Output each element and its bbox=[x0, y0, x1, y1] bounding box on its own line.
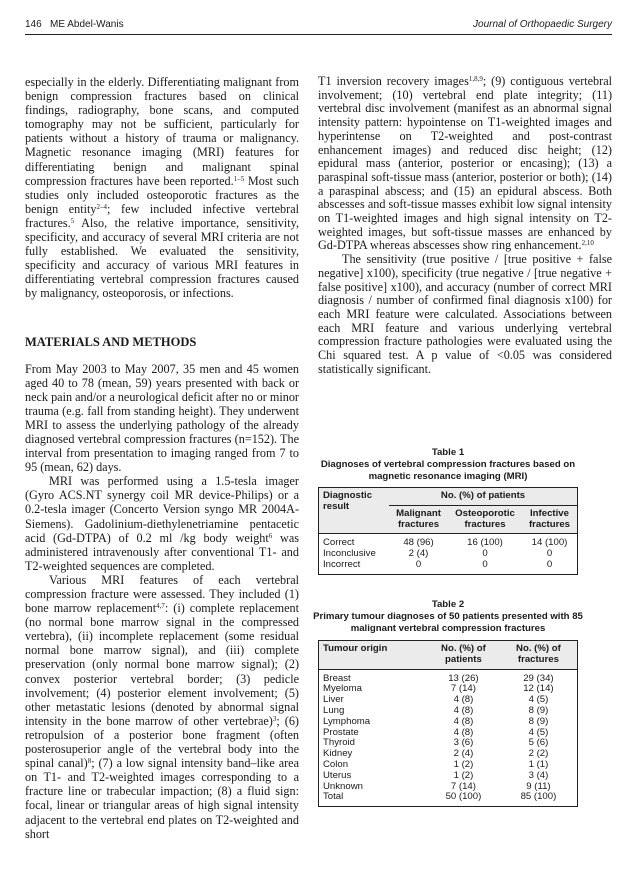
row-label: Uterus bbox=[323, 769, 352, 781]
paragraph-text: ; (7) a low signal intensity band–like area on T1- and T2-weighted images corresponding to a fracture line or trabecular impaction; (8) a fluid sign: focal, linear or triangular areas of high signal intensity adjacent to the vertebral end plates on T2-weighted and short bbox=[25, 756, 299, 841]
page-number: 146 bbox=[25, 19, 42, 30]
table-row bbox=[319, 792, 578, 806]
cell-value: 1 (2) bbox=[453, 758, 474, 770]
journal-title: Journal of Orthopaedic Surgery bbox=[473, 19, 612, 30]
row-label: Liver bbox=[323, 694, 344, 706]
row-label: Inconclusive bbox=[323, 548, 376, 560]
row-label: Colon bbox=[323, 758, 349, 770]
methods-paragraph-3 bbox=[25, 573, 299, 841]
cell-value: 2 (4) bbox=[408, 548, 429, 560]
table1-header-result: Diagnostic result bbox=[319, 488, 390, 534]
table2-caption bbox=[312, 599, 584, 635]
statistics-paragraph bbox=[318, 253, 612, 376]
cell-value: 48 (96) bbox=[403, 537, 434, 549]
table1-header-col: Osteoporotic fractures bbox=[448, 505, 522, 534]
table-row bbox=[319, 534, 578, 549]
row-label: Lymphoma bbox=[323, 715, 371, 727]
methods-paragraph-2 bbox=[25, 474, 299, 573]
reference-superscript: 3 bbox=[272, 714, 277, 723]
row-label: Breast bbox=[323, 672, 351, 684]
cell-value: 0 bbox=[415, 558, 422, 570]
cell-value: 12 (14) bbox=[523, 683, 554, 695]
reference-superscript: 1,8,9 bbox=[468, 75, 483, 83]
cell-value: 8 (9) bbox=[528, 715, 549, 727]
cell-value: 7 (14) bbox=[450, 780, 476, 792]
table2-title: Primary tumour diagnoses of 50 patients presented with 85 malignant vertebral compression fractures bbox=[313, 611, 583, 634]
cell-value: 14 (100) bbox=[531, 537, 568, 549]
cell-value: 3 (6) bbox=[453, 737, 474, 749]
paragraph-text: ; (6) retropulsion of a posterior bone fragment (often posterosuperior angle of the vertebral body into the spinal canal) bbox=[25, 713, 299, 771]
paragraph-text: From May 2003 to May 2007, 35 men and 45 women aged 40 to 78 (mean, 59) years presented with back or neck pain and/or a neurological deficit after no or minor trauma (e.g. fall from standing height). They underwent MRI to assess the underlying pathology of the already diagnosed vertebral compression fractures (n=152). The interval from presentation to imaging ranged from 7 to 95 (mean, 62) days. bbox=[25, 361, 299, 475]
table1-label: Table 1 bbox=[431, 447, 465, 458]
row-label: Total bbox=[323, 791, 344, 803]
row-label: Incorrect bbox=[323, 558, 361, 570]
reference-superscript: 4,7 bbox=[156, 602, 165, 611]
table2-header-col: No. (%) of patients bbox=[427, 641, 500, 670]
table-row bbox=[319, 717, 578, 728]
row-label: Myeloma bbox=[323, 683, 362, 695]
right-column bbox=[318, 75, 612, 376]
row-label: Correct bbox=[323, 537, 355, 549]
table-row bbox=[319, 560, 578, 574]
table2-header-col: Tumour origin bbox=[319, 641, 428, 670]
row-label: Lung bbox=[323, 704, 345, 716]
table1 bbox=[318, 487, 578, 575]
row-label: Kidney bbox=[323, 748, 353, 760]
table1-caption bbox=[312, 447, 584, 483]
cell-value: 5 (6) bbox=[528, 737, 549, 749]
paragraph-text: especially in the elderly. Differentiating malignant from benign compression fractures based on clinical findings, radiography, bone scans, and computed tomography may not be sufficient, particularly for patients without a history of trauma or malignancy. Magnetic resonance imaging (MRI) features for differentiating benign and malignant spinal compression fractures have been reported. bbox=[25, 75, 299, 188]
reference-superscript: 2,10 bbox=[581, 239, 594, 248]
paragraph-text: ; (9) contiguous vertebral involvement; (10) vertebral end plate integrity; (11) vertebral disc involvement (manifest as an abnormal signal intensity pattern: hypointense on T1-weighted images and hyperintense on T2-weighted and post-contrast enhancement images) and reduced disc height; (12) epidural mass (anterior, posterior or encasing); (13) a paraspinal soft-tissue mass (anterior, posterior or both); (14) a paraspinal abscess; and (15) an epidural abscess. Both abscesses and soft-tissue masses exhibit low signal intensity on T1-weighted images and high signal intensity on T2-weighted images, but soft-tissue masses are enhanced by Gd-DTPA whereas abscesses show ring enhancement. bbox=[318, 74, 612, 253]
cell-value: 2 (2) bbox=[528, 748, 549, 760]
methods-paragraph-1 bbox=[25, 362, 299, 475]
table1-header-group: No. (%) of patients bbox=[389, 488, 578, 506]
cell-value: 1 (1) bbox=[528, 758, 549, 770]
cell-value: 4 (8) bbox=[453, 715, 474, 727]
table2 bbox=[318, 640, 578, 807]
cell-value: 4 (8) bbox=[453, 726, 474, 738]
cell-value: 4 (8) bbox=[453, 704, 474, 716]
cell-value: 3 (4) bbox=[528, 769, 549, 781]
left-column bbox=[25, 75, 299, 841]
reference-superscript: 1–5 bbox=[233, 174, 245, 183]
cell-value: 50 (100) bbox=[445, 791, 482, 803]
paragraph-text: Most such studies only included osteoporotic fractures as the benign entity bbox=[25, 173, 299, 216]
cell-value: 13 (26) bbox=[448, 672, 479, 684]
cell-value: 9 (11) bbox=[526, 780, 551, 792]
reference-superscript: 8 bbox=[87, 757, 92, 766]
table-row bbox=[319, 771, 578, 782]
cell-value: 8 (9) bbox=[528, 704, 549, 716]
paragraph-text: Also, the relative importance, sensitivity, specificity, and accuracy of several MRI criteria are not fully established. We evaluated the sensitivity, specificity and accuracy of various MRI features in differentiating vertebral compression fractures caused by malignancy, osteoporosis, or infections. bbox=[25, 215, 299, 301]
section-heading: MATERIALS AND METHODS bbox=[25, 334, 197, 349]
cell-value: 85 (100) bbox=[520, 791, 557, 803]
cell-value: 0 bbox=[482, 558, 488, 570]
table1-header-col: Infective fractures bbox=[522, 505, 578, 534]
cell-value: 16 (100) bbox=[467, 537, 503, 549]
paragraph-text: MRI was performed using a 1.5-tesla imager (Gyro ACS.NT synergy coil MR device-Philips) or a 0.2-tesla imager (Concerto Version syngo MR 2004A-Siemens). Gadolinium-diethylenetriamine pentacetic acid (Gd-DTPA) of 0.2 ml /kg body weight bbox=[25, 474, 299, 545]
row-label: Prostate bbox=[323, 726, 359, 738]
cell-value: 0 bbox=[482, 548, 488, 560]
cell-value: 4 (5) bbox=[528, 694, 549, 706]
cell-value: 4 (5) bbox=[528, 726, 549, 738]
row-label: Unknown bbox=[323, 780, 363, 792]
cell-value: 7 (14) bbox=[450, 683, 476, 695]
reference-superscript: 6 bbox=[268, 531, 273, 540]
table2-header-col: No. (%) of fractures bbox=[500, 641, 578, 670]
page-number-author bbox=[25, 19, 124, 30]
author: ME Abdel-Wanis bbox=[50, 19, 124, 30]
reference-superscript: 2–4 bbox=[96, 202, 108, 211]
paragraph-text: ; few included infective vertebral fractures. bbox=[25, 201, 299, 230]
cell-value: 0 bbox=[546, 558, 553, 570]
table-row bbox=[319, 669, 578, 684]
running-header bbox=[25, 16, 612, 35]
cell-value: 0 bbox=[546, 548, 553, 560]
table2-label: Table 2 bbox=[431, 599, 465, 610]
paragraph-text: The sensitivity (true positive / [true positive + false negative] x100), specificity (true negative / [true negative + false positive] x100), and accuracy (number of correct MRI diagnosis / number of confirmed final diagnosis x100) for each MRI feature were calculated. Associations between each MRI feature and various underlying vertebral compression fracture pathologies were evaluated using the Chi squared test. A p value of <0.05 was considered statistically significant. bbox=[318, 252, 612, 376]
table1-title: Diagnoses of vertebral compression fractures based on magnetic resonance imaging (MRI) bbox=[320, 459, 576, 482]
paragraph-text: was administered intravenously after conventional T1- and T2-weighted sequences are completed. bbox=[25, 530, 299, 573]
features-paragraph bbox=[318, 75, 612, 253]
cell-value: 4 (8) bbox=[453, 694, 474, 706]
reference-superscript: 5 bbox=[70, 216, 75, 225]
cell-value: 2 (4) bbox=[453, 748, 474, 760]
paragraph-text: T1 inversion recovery images bbox=[318, 74, 469, 88]
table1-header-col: Malignant fractures bbox=[389, 505, 448, 534]
cell-value: 29 (34) bbox=[523, 672, 554, 684]
row-label: Thyroid bbox=[323, 737, 355, 749]
cell-value: 1 (2) bbox=[453, 769, 474, 781]
paragraph-text: Various MRI features of each vertebral compression fracture were assessed. They included (1) bone marrow replacement bbox=[25, 572, 299, 616]
intro-paragraph bbox=[25, 75, 299, 301]
paragraph-text: : (i) complete replacement (no normal bone marrow signal in the compressed vertebra), (ii) incomplete replacement (some residual normal bone marrow signal), and (iii) complete preservation (only normal bone marrow signal); (2) convex posterior vertebral border; (3) pedicle involvement; (4) posterior element involvement; (5) other metastatic lesions (denoted by abnormal signal intensity in the bone marrow of other vertebrae) bbox=[25, 601, 299, 728]
